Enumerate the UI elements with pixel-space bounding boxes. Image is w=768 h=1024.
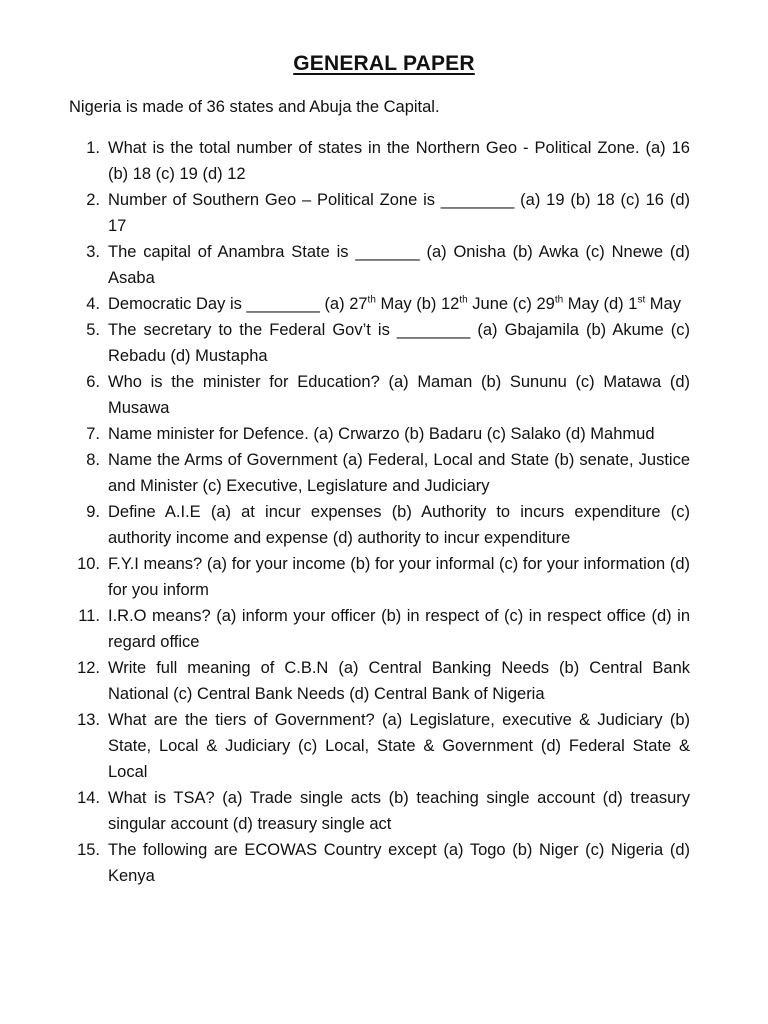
question-item [0, 707, 768, 785]
question-text-segment: What is the total number of states in the Northern Geo - Political Zone. (a) 16 (b) 18 (c) 19 (d) 12 [108, 139, 690, 183]
question-item [0, 603, 768, 655]
question-item [0, 239, 768, 291]
question-text-segment: May (d) 1 [563, 295, 638, 313]
question-number: 4. [86, 295, 100, 313]
question-number: 15. [77, 841, 100, 859]
question-item [0, 655, 768, 707]
question-number: 5. [86, 321, 100, 339]
question-text [108, 785, 690, 837]
question-text [108, 655, 690, 707]
question-number: 1. [86, 139, 100, 157]
question-item [0, 369, 768, 421]
question-text [108, 551, 690, 603]
intro-text: Nigeria is made of 36 states and Abuja the Capital. [69, 98, 440, 116]
question-text-segment: June (c) 29 [467, 295, 555, 313]
question-text [108, 135, 690, 187]
question-text [108, 187, 690, 239]
question-text-segment: F.Y.I means? (a) for your income (b) for your informal (c) for your information (d) for you inform [108, 555, 690, 599]
question-text [108, 499, 690, 551]
question-item [0, 187, 768, 239]
question-item [0, 317, 768, 369]
question-number: 7. [86, 425, 100, 443]
question-text-segment: The secretary to the Federal Gov’t is ________ (a) Gbajamila (b) Akume (c) Rebadu (d) Mustapha [108, 321, 690, 365]
question-text [108, 837, 690, 889]
ordinal-suffix: th [459, 294, 468, 306]
document-title: GENERAL PAPER [293, 52, 475, 75]
question-text-segment: The capital of Anambra State is _______ (a) Onisha (b) Awka (c) Nnewe (d) Asaba [108, 243, 690, 287]
question-text [108, 291, 690, 317]
question-text [108, 317, 690, 369]
question-list [0, 135, 768, 889]
question-item [0, 447, 768, 499]
question-text-segment: What is TSA? (a) Trade single acts (b) teaching single account (d) treasury singular account (d) treasury single act [108, 789, 690, 833]
ordinal-suffix: st [637, 294, 646, 306]
ordinal-suffix: th [367, 294, 376, 306]
question-number: 13. [77, 711, 100, 729]
question-text-segment: Number of Southern Geo – Political Zone is ________ (a) 19 (b) 18 (c) 16 (d) 17 [108, 191, 690, 235]
question-text-segment: Name the Arms of Government (a) Federal, Local and State (b) senate, Justice and Minister (c) Executive, Legislature and Judiciary [108, 451, 690, 495]
question-text [108, 239, 690, 291]
question-text-segment: Name minister for Defence. (a) Crwarzo (b) Badaru (c) Salako (d) Mahmud [108, 425, 655, 443]
question-text-segment: The following are ECOWAS Country except (a) Togo (b) Niger (c) Nigeria (d) Kenya [108, 841, 690, 885]
question-item [0, 785, 768, 837]
question-number: 12. [77, 659, 100, 677]
question-number: 11. [78, 607, 100, 625]
question-text [108, 421, 690, 447]
question-item [0, 291, 768, 317]
question-number: 10. [77, 555, 100, 573]
question-number: 9. [86, 503, 100, 521]
question-item [0, 421, 768, 447]
question-text-segment: What are the tiers of Government? (a) Legislature, executive & Judiciary (b) State, Local & Judiciary (c) Local, State & Government (d) Federal State & Local [108, 711, 690, 781]
question-text-segment: Who is the minister for Education? (a) Maman (b) Sununu (c) Matawa (d) Musawa [108, 373, 690, 417]
question-text-segment: Write full meaning of C.B.N (a) Central Banking Needs (b) Central Bank National (c) Central Bank Needs (d) Central Bank of Nigeria [108, 659, 690, 703]
question-number: 3. [86, 243, 100, 261]
question-text [108, 707, 690, 785]
question-text-segment: Democratic Day is ________ (a) 27 [108, 295, 368, 313]
question-number: 6. [86, 373, 100, 391]
question-text [108, 603, 690, 655]
question-text-segment: May (b) 12 [375, 295, 460, 313]
question-item [0, 499, 768, 551]
question-item [0, 837, 768, 889]
question-number: 14. [77, 789, 100, 807]
question-item [0, 551, 768, 603]
question-number: 2. [86, 191, 100, 209]
question-text [108, 447, 690, 499]
question-text-segment: Define A.I.E (a) at incur expenses (b) Authority to incurs expenditure (c) authority income and expense (d) authority to incur expenditure [108, 503, 690, 547]
question-text-segment: I.R.O means? (a) inform your officer (b) in respect of (c) in respect office (d) in regard office [108, 607, 690, 651]
ordinal-suffix: th [554, 294, 564, 306]
question-number: 8. [86, 451, 100, 469]
question-text [108, 369, 690, 421]
question-item [0, 135, 768, 187]
question-text-segment: May [645, 295, 681, 313]
